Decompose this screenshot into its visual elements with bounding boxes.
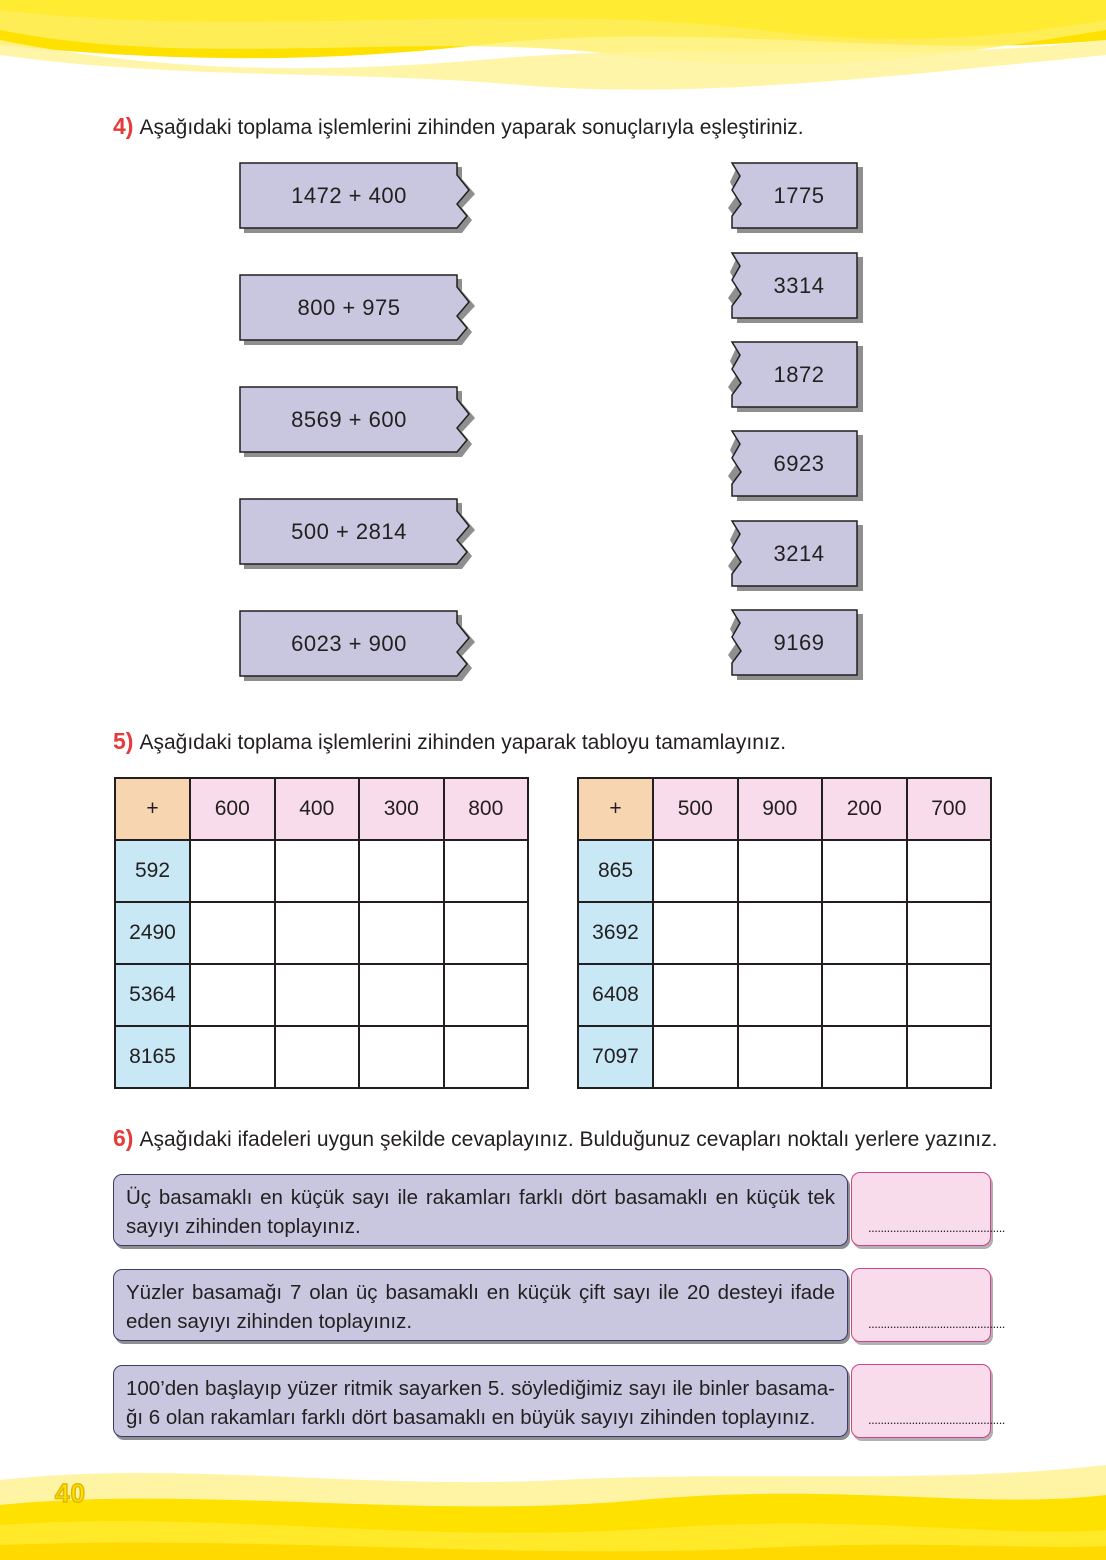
row-header: 592 bbox=[115, 840, 190, 902]
operation-tag[interactable] bbox=[239, 274, 475, 342]
bottom-wave-decoration bbox=[0, 1450, 1106, 1560]
answer-cell[interactable] bbox=[444, 902, 529, 964]
answer-cell[interactable] bbox=[190, 964, 275, 1026]
result-tag[interactable] bbox=[727, 430, 865, 498]
answer-cell[interactable] bbox=[738, 964, 823, 1026]
answer-cell[interactable] bbox=[653, 1026, 738, 1088]
answer-dots: ............................................ bbox=[868, 1412, 1005, 1427]
answer-cell[interactable] bbox=[738, 1026, 823, 1088]
answer-cell[interactable] bbox=[444, 840, 529, 902]
result-text: 1872 bbox=[773, 362, 825, 387]
answer-cell[interactable] bbox=[653, 964, 738, 1026]
row-header: 6408 bbox=[578, 964, 653, 1026]
answer-cell[interactable] bbox=[359, 902, 444, 964]
result-text: 3214 bbox=[773, 541, 825, 566]
answer-dots: ............................................ bbox=[868, 1316, 1005, 1331]
page-number: 40 bbox=[55, 1478, 86, 1508]
result-text: 3314 bbox=[773, 273, 825, 298]
question-6-text: Aşağıdaki ifadeleri uygun şekilde cevaplayınız. Bulduğunuz cevapları noktalı yerlere yazınız. bbox=[139, 1128, 998, 1151]
column-header: 700 bbox=[907, 778, 992, 840]
question-4-text: Aşağıdaki toplama işlemlerini zihinden yaparak sonuçlarıyla eşleştiriniz. bbox=[139, 116, 804, 139]
answer-cell[interactable] bbox=[738, 840, 823, 902]
answer-cell[interactable] bbox=[190, 902, 275, 964]
answer-cell[interactable] bbox=[190, 1026, 275, 1088]
column-header: 500 bbox=[653, 778, 738, 840]
answer-cell[interactable] bbox=[907, 1026, 992, 1088]
column-header: 800 bbox=[444, 778, 529, 840]
column-header: 300 bbox=[359, 778, 444, 840]
column-header: 400 bbox=[275, 778, 360, 840]
row-header: 8165 bbox=[115, 1026, 190, 1088]
row-header: 5364 bbox=[115, 964, 190, 1026]
row-header: 7097 bbox=[578, 1026, 653, 1088]
question-6-item-1: Üç basamaklı en küçük sayı ile rakamları farklı dört basamaklı en küçük tek sayıyı zihinden toplayınız. bbox=[113, 1174, 848, 1246]
question-5-text: Aşağıdaki toplama işlemlerini zihinden yaparak tabloyu tamamlayınız. bbox=[139, 731, 787, 754]
answer-cell[interactable] bbox=[444, 1026, 529, 1088]
question-6-item-2: Yüzler basamağı 7 olan üç basamaklı en küçük çift sayı ile 20 desteyi ifade eden sayıyı zihinden toplayınız. bbox=[113, 1269, 848, 1341]
operation-text: 1472 + 400 bbox=[291, 183, 407, 208]
answer-cell[interactable] bbox=[444, 964, 529, 1026]
question-4-number: 4) bbox=[113, 113, 134, 139]
answer-box-2[interactable] bbox=[851, 1268, 1005, 1342]
answer-cell[interactable] bbox=[359, 1026, 444, 1088]
result-text: 9169 bbox=[773, 630, 825, 655]
question-5-title bbox=[113, 728, 786, 755]
result-tag[interactable] bbox=[727, 609, 865, 677]
result-tag[interactable] bbox=[727, 252, 865, 320]
answer-cell[interactable] bbox=[738, 902, 823, 964]
answer-cell[interactable] bbox=[822, 902, 907, 964]
operation-text: 500 + 2814 bbox=[291, 519, 407, 544]
operation-tag[interactable] bbox=[239, 386, 475, 454]
column-header: 200 bbox=[822, 778, 907, 840]
operation-tag[interactable] bbox=[239, 162, 475, 230]
result-tag[interactable] bbox=[727, 162, 865, 230]
addition-table-1 bbox=[114, 777, 529, 1089]
column-header: 600 bbox=[190, 778, 275, 840]
question-6-title bbox=[113, 1125, 997, 1152]
answer-cell[interactable] bbox=[822, 1026, 907, 1088]
question-4-title bbox=[113, 113, 804, 140]
row-header: 2490 bbox=[115, 902, 190, 964]
answer-cell[interactable] bbox=[822, 964, 907, 1026]
operation-tag[interactable] bbox=[239, 610, 475, 678]
answer-cell[interactable] bbox=[907, 840, 992, 902]
answer-cell[interactable] bbox=[907, 902, 992, 964]
answer-cell[interactable] bbox=[653, 902, 738, 964]
answer-cell[interactable] bbox=[275, 840, 360, 902]
answer-cell[interactable] bbox=[653, 840, 738, 902]
answer-cell[interactable] bbox=[907, 964, 992, 1026]
table-operator: + bbox=[115, 778, 190, 840]
operation-text: 800 + 975 bbox=[297, 295, 401, 320]
answer-cell[interactable] bbox=[275, 1026, 360, 1088]
top-wave-decoration bbox=[0, 0, 1106, 110]
operation-text: 8569 + 600 bbox=[291, 407, 407, 432]
column-header: 900 bbox=[738, 778, 823, 840]
answer-box-3[interactable] bbox=[851, 1364, 1005, 1438]
answer-cell[interactable] bbox=[359, 840, 444, 902]
operation-text: 6023 + 900 bbox=[291, 631, 407, 656]
question-5-number: 5) bbox=[113, 728, 134, 754]
answer-box-1[interactable] bbox=[851, 1172, 1005, 1246]
addition-table-2 bbox=[577, 777, 992, 1089]
result-text: 1775 bbox=[773, 183, 825, 208]
answer-cell[interactable] bbox=[275, 964, 360, 1026]
operation-tag[interactable] bbox=[239, 498, 475, 566]
result-tag[interactable] bbox=[727, 520, 865, 588]
answer-cell[interactable] bbox=[822, 840, 907, 902]
result-text: 6923 bbox=[773, 451, 825, 476]
answer-cell[interactable] bbox=[359, 964, 444, 1026]
result-tag[interactable] bbox=[727, 341, 865, 409]
question-6-item-3: 100’den başlayıp yüzer ritmik sayarken 5. söylediğimiz sayı ile binler basama-ğı 6 olan rakamları farklı dört basamaklı en büyük sayıyı zihinden toplayınız. bbox=[113, 1365, 848, 1437]
answer-cell[interactable] bbox=[190, 840, 275, 902]
row-header: 3692 bbox=[578, 902, 653, 964]
table-operator: + bbox=[578, 778, 653, 840]
question-6-number: 6) bbox=[113, 1125, 134, 1151]
answer-cell[interactable] bbox=[275, 902, 360, 964]
answer-dots: ............................................ bbox=[868, 1220, 1005, 1235]
row-header: 865 bbox=[578, 840, 653, 902]
